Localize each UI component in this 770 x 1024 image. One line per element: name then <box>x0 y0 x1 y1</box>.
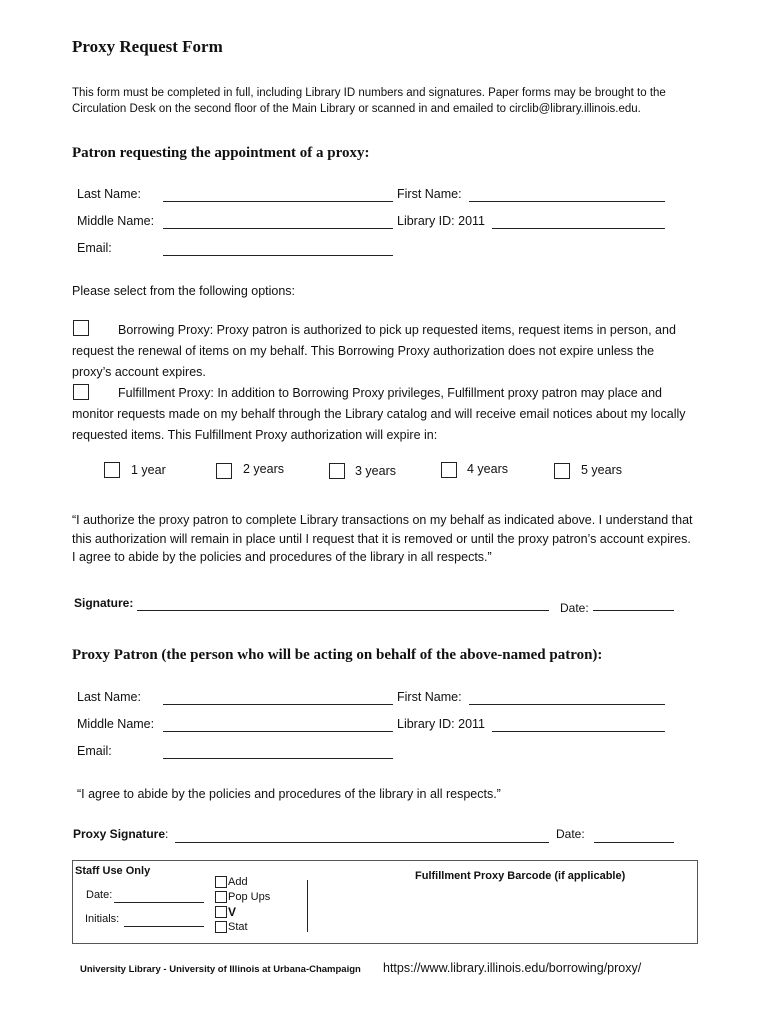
fulfillment-proxy-text: Fulfillment Proxy: In addition to Borrowing Proxy privileges, Fulfillment proxy patron may place and monitor requests made on my behalf through the Library catalog and will receive email notices about my locally requested items. This Fulfillment Proxy authorization will expire in: <box>72 386 686 442</box>
staff-stat-label: Stat <box>228 921 248 933</box>
patron-email-field[interactable] <box>163 255 393 256</box>
duration-4-years-label: 4 years <box>467 462 508 476</box>
patron-middle-name-field[interactable] <box>163 228 393 229</box>
barcode-label: Fulfillment Proxy Barcode (if applicable) <box>415 870 626 882</box>
staff-date-field[interactable] <box>114 902 204 903</box>
proxy-email-label: Email: <box>77 744 112 758</box>
proxy-signature-colon: : <box>165 827 169 841</box>
patron-section-heading: Patron requesting the appointment of a proxy: <box>72 145 370 161</box>
patron-email-label: Email: <box>77 241 112 255</box>
staff-add-label: Add <box>228 876 248 888</box>
proxy-last-name-label: Last Name: <box>77 690 141 704</box>
footer-url[interactable]: https://www.library.illinois.edu/borrowing/proxy/ <box>383 961 642 975</box>
staff-stat-checkbox[interactable] <box>215 921 227 933</box>
signature-date-label: Date: <box>560 601 589 615</box>
signature-date-field[interactable] <box>593 610 674 611</box>
staff-popups-checkbox[interactable] <box>215 891 227 903</box>
duration-4-years-checkbox[interactable] <box>441 462 457 478</box>
proxy-signature-field[interactable] <box>175 842 549 843</box>
duration-5-years-checkbox[interactable] <box>554 463 570 479</box>
signature-label: Signature: <box>74 596 134 610</box>
duration-1-year-label: 1 year <box>131 463 166 477</box>
proxy-middle-name-label: Middle Name: <box>77 717 155 731</box>
borrowing-proxy-text: Borrowing Proxy: Proxy patron is authorized to pick up requested items, request items in person, and request the renewal of items on my behalf. This Borrowing Proxy authorization does not expire unless the proxy’s account expires. <box>72 323 676 379</box>
staff-popups-label: Pop Ups <box>228 891 271 903</box>
patron-library-id-label: Library ID: 2011 <box>397 214 486 228</box>
proxy-library-id-field[interactable] <box>492 731 665 732</box>
page-title: Proxy Request Form <box>72 37 223 56</box>
staff-initials-label: Initials: <box>85 913 120 925</box>
patron-library-id-field[interactable] <box>492 228 665 229</box>
proxy-signature-date-label: Date: <box>556 827 585 841</box>
proxy-middle-name-field[interactable] <box>163 731 393 732</box>
duration-5-years-label: 5 years <box>581 463 622 477</box>
proxy-signature-label-text: Proxy Signature <box>73 827 166 841</box>
duration-3-years-label: 3 years <box>355 464 396 478</box>
patron-last-name-field[interactable] <box>163 201 393 202</box>
staff-v-label: V <box>228 905 237 919</box>
staff-divider <box>307 880 308 932</box>
duration-2-years-checkbox[interactable] <box>216 463 232 479</box>
patron-first-name-label: First Name: <box>397 187 462 201</box>
duration-1-year-checkbox[interactable] <box>104 462 120 478</box>
staff-add-checkbox[interactable] <box>215 876 227 888</box>
footer-org: University Library - University of Illinois at Urbana-Champaign <box>80 964 361 975</box>
staff-v-checkbox[interactable] <box>215 906 227 918</box>
proxy-first-name-field[interactable] <box>469 704 665 705</box>
proxy-signature-date-field[interactable] <box>594 842 674 843</box>
staff-use-heading: Staff Use Only <box>75 865 151 877</box>
proxy-library-id-label: Library ID: 2011 <box>397 717 486 731</box>
duration-2-years-label: 2 years <box>243 462 284 476</box>
proxy-section-heading: Proxy Patron (the person who will be acting on behalf of the above-named patron): <box>72 647 603 663</box>
duration-3-years-checkbox[interactable] <box>329 463 345 479</box>
options-prompt: Please select from the following options: <box>72 284 296 298</box>
patron-middle-name-label: Middle Name: <box>77 214 155 228</box>
staff-date-label: Date: <box>86 889 113 901</box>
proxy-email-field[interactable] <box>163 758 393 759</box>
authorization-statement: “I authorize the proxy patron to complete Library transactions on my behalf as indicated above. I understand that this authorization will remain in place until I request that it is removed or until the proxy patron’s account expires. I agree to abide by the policies and procedures of the library in all respects.” <box>72 513 693 564</box>
proxy-statement: “I agree to abide by the policies and procedures of the library in all respects.” <box>77 787 501 801</box>
proxy-first-name-label: First Name: <box>397 690 462 704</box>
patron-first-name-field[interactable] <box>469 201 665 202</box>
proxy-signature-label <box>73 827 168 841</box>
patron-last-name-label: Last Name: <box>77 187 141 201</box>
staff-initials-field[interactable] <box>124 926 204 927</box>
signature-field[interactable] <box>137 610 549 611</box>
intro-text: This form must be completed in full, including Library ID numbers and signatures. Paper forms may be brought to the Circulation Desk on the second floor of the Main Library or scanned in and emailed to circlib@library.illinois.edu. <box>72 87 666 115</box>
proxy-last-name-field[interactable] <box>163 704 393 705</box>
